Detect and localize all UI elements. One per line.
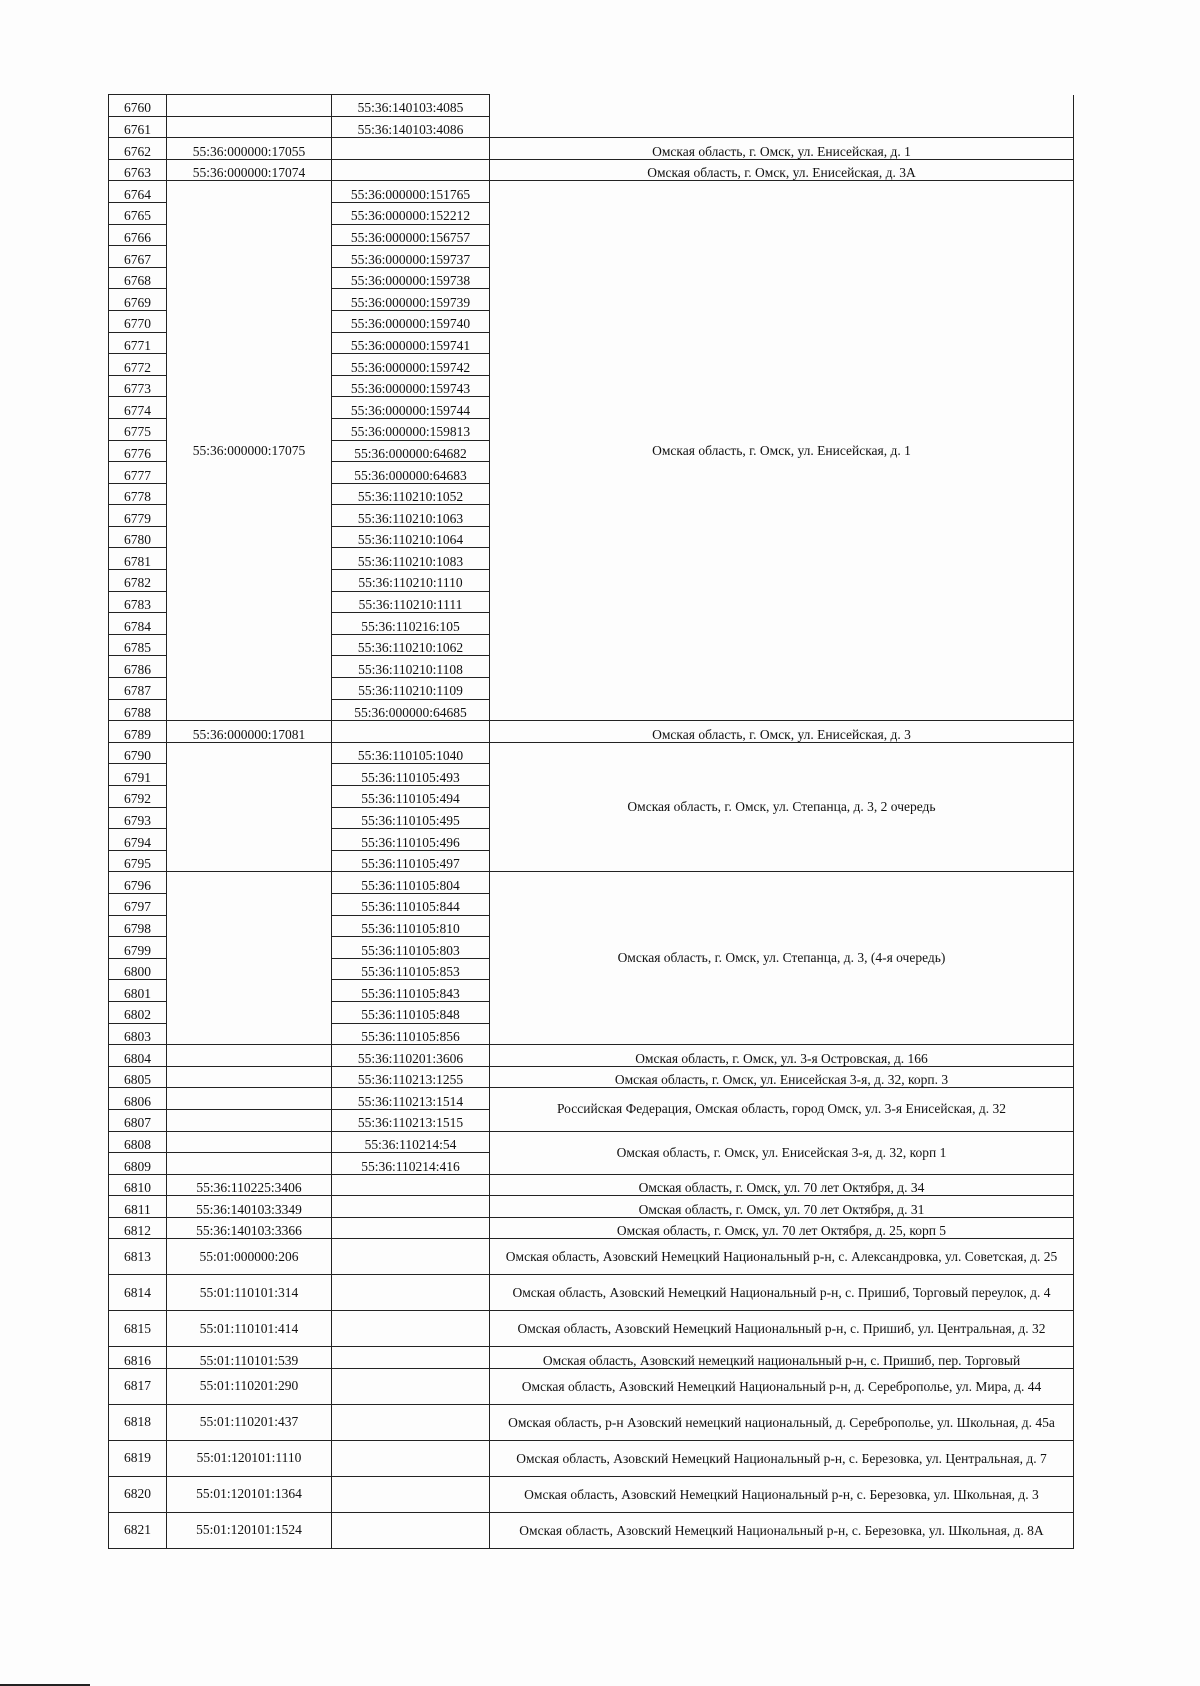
- address: Омская область, Азовский Немецкий Национальный р-н, с. Березовка, ул. Школьная, д. 3: [490, 1477, 1074, 1513]
- sub-cadastral-number: 55:36:110105:1040: [332, 742, 490, 764]
- sub-cadastral-number: 55:36:000000:159738: [332, 267, 490, 289]
- table-row: [109, 872, 1074, 894]
- sub-cadastral-number: 55:36:000000:64682: [332, 440, 490, 462]
- sub-cadastral-number: 55:36:000000:64683: [332, 462, 490, 484]
- row-number: 6814: [109, 1275, 167, 1311]
- row-number: 6791: [109, 764, 167, 786]
- address: Омская область, Азовский немецкий национальный р-н, с. Пришиб, пер. Торговый: [490, 1347, 1074, 1369]
- address-cell-empty: [490, 95, 1074, 138]
- row-number: 6811: [109, 1196, 167, 1218]
- cadastral-number: [167, 116, 332, 138]
- cadastral-number: [167, 1153, 332, 1175]
- address: Омская область, р-н Азовский немецкий национальный, д. Сереброполье, ул. Школьная, д. 45а: [490, 1405, 1074, 1441]
- row-number: 6813: [109, 1239, 167, 1275]
- sub-cadastral-number: 55:36:110210:1052: [332, 483, 490, 505]
- sub-cadastral-number: [332, 1239, 490, 1275]
- sub-cadastral-number: 55:36:000000:159739: [332, 289, 490, 311]
- sub-cadastral-number: 55:36:110105:803: [332, 937, 490, 959]
- address: Омская область, г. Омск, ул. 70 лет Октября, д. 31: [490, 1196, 1074, 1218]
- cadastral-number: 55:36:000000:17081: [167, 721, 332, 743]
- sub-cadastral-number: 55:36:110105:844: [332, 893, 490, 915]
- sub-cadastral-number: [332, 1369, 490, 1405]
- row-number: 6783: [109, 591, 167, 613]
- sub-cadastral-number: 55:36:000000:151765: [332, 181, 490, 203]
- table-row: [109, 1066, 1074, 1088]
- sub-cadastral-number: [332, 1275, 490, 1311]
- row-number: 6777: [109, 462, 167, 484]
- cadastral-number: 55:01:110101:539: [167, 1347, 332, 1369]
- table-row: [109, 1513, 1074, 1549]
- sub-cadastral-number: 55:36:140103:4086: [332, 116, 490, 138]
- sub-cadastral-number: 55:36:110213:1514: [332, 1088, 490, 1110]
- address: Омская область, Азовский Немецкий Национальный р-н, д. Сереброполье, ул. Мира, д. 44: [490, 1369, 1074, 1405]
- row-number: 6775: [109, 418, 167, 440]
- row-number: 6767: [109, 246, 167, 268]
- sub-cadastral-number: 55:36:000000:152212: [332, 202, 490, 224]
- sub-cadastral-number: 55:36:110216:105: [332, 613, 490, 635]
- sub-cadastral-number: [332, 138, 490, 160]
- table-row: [109, 1275, 1074, 1311]
- row-number: 6772: [109, 354, 167, 376]
- table-row: [109, 1174, 1074, 1196]
- row-number: 6786: [109, 656, 167, 678]
- table-row: [109, 1217, 1074, 1239]
- cadastral-number: 55:36:140103:3366: [167, 1217, 332, 1239]
- sub-cadastral-number: 55:36:110105:804: [332, 872, 490, 894]
- cadastral-number: 55:01:110201:437: [167, 1405, 332, 1441]
- row-number: 6766: [109, 224, 167, 246]
- row-number: 6792: [109, 786, 167, 808]
- row-number: 6803: [109, 1023, 167, 1045]
- cadastral-number: [167, 1109, 332, 1131]
- row-number: 6793: [109, 807, 167, 829]
- row-number: 6762: [109, 138, 167, 160]
- table-row: [109, 1311, 1074, 1347]
- row-number: 6795: [109, 850, 167, 872]
- sub-cadastral-number: 55:36:110210:1063: [332, 505, 490, 527]
- sub-cadastral-number: 55:36:000000:159813: [332, 418, 490, 440]
- row-number: 6810: [109, 1174, 167, 1196]
- cadastral-number: [167, 1045, 332, 1067]
- sub-cadastral-number: 55:36:110210:1083: [332, 548, 490, 570]
- row-number: 6816: [109, 1347, 167, 1369]
- table-row: [109, 159, 1074, 181]
- table-row: [109, 1441, 1074, 1477]
- sub-cadastral-number: [332, 1513, 490, 1549]
- registry-table: [108, 94, 1074, 1549]
- sub-cadastral-number: 55:36:110210:1064: [332, 526, 490, 548]
- row-number: 6820: [109, 1477, 167, 1513]
- row-number: 6770: [109, 310, 167, 332]
- row-number: 6817: [109, 1369, 167, 1405]
- sub-cadastral-number: [332, 1477, 490, 1513]
- table-row: [109, 1347, 1074, 1369]
- row-number: 6808: [109, 1131, 167, 1153]
- address: Омская область, Азовский Немецкий Национальный р-н, с. Березовка, ул. Школьная, д. 8А: [490, 1513, 1074, 1549]
- sub-cadastral-number: [332, 721, 490, 743]
- row-number: 6789: [109, 721, 167, 743]
- row-number: 6774: [109, 397, 167, 419]
- cadastral-number: [167, 1066, 332, 1088]
- sub-cadastral-number: 55:36:110214:54: [332, 1131, 490, 1153]
- sub-cadastral-number: 55:36:000000:156757: [332, 224, 490, 246]
- address: Омская область, г. Омск, ул. 70 лет Октября, д. 25, корп 5: [490, 1217, 1074, 1239]
- row-number: 6779: [109, 505, 167, 527]
- sub-cadastral-number: [332, 159, 490, 181]
- row-number: 6787: [109, 678, 167, 700]
- sub-cadastral-number: 55:36:110213:1515: [332, 1109, 490, 1131]
- sub-cadastral-number: 55:36:000000:64685: [332, 699, 490, 721]
- row-number: 6804: [109, 1045, 167, 1067]
- sub-cadastral-number: 55:36:110105:496: [332, 829, 490, 851]
- sub-cadastral-number: [332, 1441, 490, 1477]
- cadastral-number-group: 55:36:000000:17075: [167, 181, 332, 721]
- row-number: 6805: [109, 1066, 167, 1088]
- address: Омская область, г. Омск, ул. Енисейская 3-я, д. 32, корп. 3: [490, 1066, 1074, 1088]
- sub-cadastral-number: 55:36:110105:810: [332, 915, 490, 937]
- table-row: [109, 1369, 1074, 1405]
- row-number: 6768: [109, 267, 167, 289]
- table-row: [109, 1045, 1074, 1067]
- address: Омская область, г. Омск, ул. 3-я Островская, д. 166: [490, 1045, 1074, 1067]
- row-number: 6771: [109, 332, 167, 354]
- sub-cadastral-number: 55:36:110105:848: [332, 1001, 490, 1023]
- row-number: 6788: [109, 699, 167, 721]
- sub-cadastral-number: 55:36:140103:4085: [332, 95, 490, 117]
- table-row: [109, 95, 1074, 117]
- row-number: 6818: [109, 1405, 167, 1441]
- sub-cadastral-number: 55:36:110210:1062: [332, 634, 490, 656]
- address: Омская область, г. Омск, ул. Енисейская, д. 3А: [490, 159, 1074, 181]
- address: Омская область, Азовский Немецкий Национальный р-н, с. Березовка, ул. Центральная, д. 7: [490, 1441, 1074, 1477]
- sub-cadastral-number: 55:36:000000:159743: [332, 375, 490, 397]
- sub-cadastral-number: [332, 1196, 490, 1218]
- sub-cadastral-number: 55:36:000000:159737: [332, 246, 490, 268]
- sub-cadastral-number: 55:36:110210:1109: [332, 678, 490, 700]
- row-number: 6776: [109, 440, 167, 462]
- sub-cadastral-number: [332, 1217, 490, 1239]
- cadastral-number: 55:01:110201:290: [167, 1369, 332, 1405]
- sub-cadastral-number: 55:36:110105:493: [332, 764, 490, 786]
- row-number: 6784: [109, 613, 167, 635]
- row-number: 6801: [109, 980, 167, 1002]
- cadastral-number: 55:36:000000:17074: [167, 159, 332, 181]
- address-group: Омская область, г. Омск, ул. Степанца, д. 3, 2 очередь: [490, 742, 1074, 872]
- row-number: 6773: [109, 375, 167, 397]
- table-row: [109, 721, 1074, 743]
- sub-cadastral-number: 55:36:110213:1255: [332, 1066, 490, 1088]
- row-number: 6781: [109, 548, 167, 570]
- sub-cadastral-number: 55:36:000000:159741: [332, 332, 490, 354]
- address: Омская область, г. Омск, ул. Енисейская, д. 1: [490, 138, 1074, 160]
- row-number: 6769: [109, 289, 167, 311]
- sub-cadastral-number: [332, 1347, 490, 1369]
- cadastral-number: [167, 95, 332, 117]
- sub-cadastral-number: 55:36:110210:1110: [332, 570, 490, 592]
- row-number: 6778: [109, 483, 167, 505]
- sub-cadastral-number: 55:36:000000:159742: [332, 354, 490, 376]
- cadastral-number: 55:01:000000:206: [167, 1239, 332, 1275]
- cadastral-number: 55:01:110101:414: [167, 1311, 332, 1347]
- cadastral-number: 55:01:120101:1364: [167, 1477, 332, 1513]
- table-row: [109, 1405, 1074, 1441]
- cadastral-number: 55:36:000000:17055: [167, 138, 332, 160]
- sub-cadastral-number: 55:36:110214:416: [332, 1153, 490, 1175]
- table-row: [109, 1477, 1074, 1513]
- row-number: 6763: [109, 159, 167, 181]
- cadastral-number: [167, 1131, 332, 1153]
- row-number: 6802: [109, 1001, 167, 1023]
- row-number: 6760: [109, 95, 167, 117]
- table-row: [109, 1196, 1074, 1218]
- address: Омская область, Азовский Немецкий Национальный р-н, с. Александровка, ул. Советская, д. 25: [490, 1239, 1074, 1275]
- row-number: 6800: [109, 958, 167, 980]
- row-number: 6780: [109, 526, 167, 548]
- row-number: 6807: [109, 1109, 167, 1131]
- cadastral-number-group: [167, 742, 332, 872]
- sub-cadastral-number: 55:36:110105:494: [332, 786, 490, 808]
- row-number: 6790: [109, 742, 167, 764]
- table-row: [109, 1239, 1074, 1275]
- sub-cadastral-number: [332, 1405, 490, 1441]
- cadastral-number: 55:01:120101:1524: [167, 1513, 332, 1549]
- sub-cadastral-number: [332, 1174, 490, 1196]
- cadastral-number-group: [167, 872, 332, 1045]
- address-group: Российская Федерация, Омская область, город Омск, ул. 3-я Енисейская, д. 32: [490, 1088, 1074, 1131]
- address-group: Омская область, г. Омск, ул. Степанца, д. 3, (4-я очередь): [490, 872, 1074, 1045]
- row-number: 6819: [109, 1441, 167, 1477]
- sub-cadastral-number: 55:36:110105:495: [332, 807, 490, 829]
- row-number: 6812: [109, 1217, 167, 1239]
- table-row: [109, 138, 1074, 160]
- row-number: 6821: [109, 1513, 167, 1549]
- sub-cadastral-number: 55:36:110105:853: [332, 958, 490, 980]
- registry-body: [109, 95, 1074, 1549]
- address: Омская область, г. Омск, ул. 70 лет Октября, д. 34: [490, 1174, 1074, 1196]
- table-row: [109, 742, 1074, 764]
- row-number: 6765: [109, 202, 167, 224]
- address-group: Омская область, г. Омск, ул. Енисейская, д. 1: [490, 181, 1074, 721]
- sub-cadastral-number: 55:36:110105:856: [332, 1023, 490, 1045]
- row-number: 6798: [109, 915, 167, 937]
- row-number: 6796: [109, 872, 167, 894]
- row-number: 6794: [109, 829, 167, 851]
- sub-cadastral-number: 55:36:110105:843: [332, 980, 490, 1002]
- sub-cadastral-number: 55:36:110105:497: [332, 850, 490, 872]
- row-number: 6815: [109, 1311, 167, 1347]
- cadastral-number: 55:01:110101:314: [167, 1275, 332, 1311]
- table-row: [109, 1088, 1074, 1110]
- sub-cadastral-number: 55:36:110210:1108: [332, 656, 490, 678]
- cadastral-number: 55:36:110225:3406: [167, 1174, 332, 1196]
- sub-cadastral-number: [332, 1311, 490, 1347]
- cadastral-number: 55:01:120101:1110: [167, 1441, 332, 1477]
- row-number: 6764: [109, 181, 167, 203]
- row-number: 6782: [109, 570, 167, 592]
- sub-cadastral-number: 55:36:110210:1111: [332, 591, 490, 613]
- table-row: [109, 181, 1074, 203]
- cadastral-number: [167, 1088, 332, 1110]
- sub-cadastral-number: 55:36:000000:159740: [332, 310, 490, 332]
- row-number: 6797: [109, 893, 167, 915]
- row-number: 6806: [109, 1088, 167, 1110]
- row-number: 6785: [109, 634, 167, 656]
- address: Омская область, Азовский Немецкий Национальный р-н, с. Пришиб, Торговый переулок, д. 4: [490, 1275, 1074, 1311]
- address-group: Омская область, г. Омск, ул. Енисейская 3-я, д. 32, корп 1: [490, 1131, 1074, 1174]
- row-number: 6761: [109, 116, 167, 138]
- address: Омская область, Азовский Немецкий Национальный р-н, с. Пришиб, ул. Центральная, д. 32: [490, 1311, 1074, 1347]
- sub-cadastral-number: 55:36:000000:159744: [332, 397, 490, 419]
- table-row: [109, 1131, 1074, 1153]
- row-number: 6799: [109, 937, 167, 959]
- address: Омская область, г. Омск, ул. Енисейская, д. 3: [490, 721, 1074, 743]
- row-number: 6809: [109, 1153, 167, 1175]
- cadastral-number: 55:36:140103:3349: [167, 1196, 332, 1218]
- sub-cadastral-number: 55:36:110201:3606: [332, 1045, 490, 1067]
